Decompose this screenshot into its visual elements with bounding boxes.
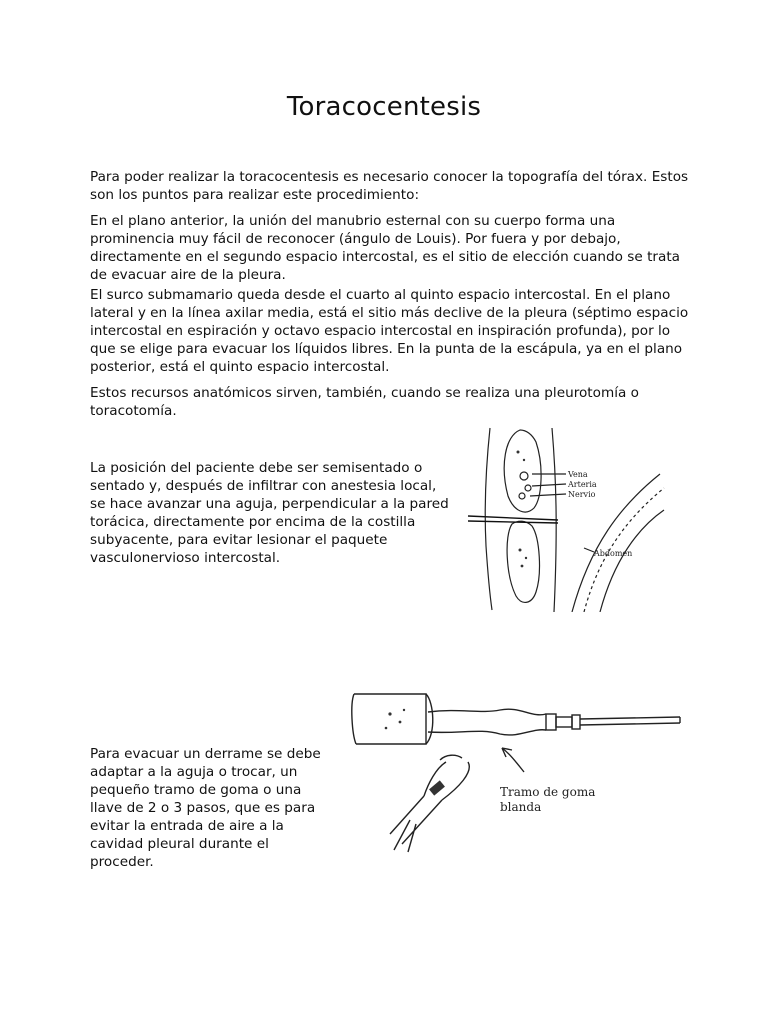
- paragraph-intro: Para poder realizar la toracocentesis es necesario conocer la topografía del tórax. Estos son los puntos para realizar este procedimiento:: [90, 169, 689, 203]
- label-nervio: Nervio: [568, 490, 596, 499]
- paragraph-submammary-sulcus: El surco submamario queda desde el cuarto al quinto espacio intercostal. En el plano lateral y en la línea axilar media, está el sitio más declive de la pleura (séptimo espacio intercostal en espiración y octavo espacio intercostal en inspiración profunda), por lo que se elige para evacuar los líquidos libres. En la punta de la escápula, ya en el plano posterior, está el quinto espacio intercostal.: [90, 287, 689, 375]
- paragraph-effusion-drainage: Para evacuar un derrame se debe adaptar a la aguja o trocar, un pequeño tramo de goma o una llave de 2 o 3 pasos, que es para evitar la entrada de aire a la cavidad pleural durante el proceder.: [90, 746, 321, 870]
- intercostal-anatomy-figure: [460, 426, 665, 612]
- label-abdomen: Abdomen: [594, 549, 633, 558]
- label-vena: Vena: [568, 470, 588, 479]
- paragraph-anterior-plane: En el plano anterior, la unión del manubrio esternal con su cuerpo forma una prominencia muy fácil de reconocer (ángulo de Louis). Por fuera y por debajo, directamente en el segundo espacio intercostal, es el sitio de elección cuando se trata de evacuar aire de la pleura.: [90, 213, 680, 283]
- paragraph-anatomical-resources: Estos recursos anatómicos sirven, también, cuando se realiza una pleurotomía o toracotomía.: [90, 385, 639, 419]
- label-arteria: Arteria: [568, 480, 597, 489]
- page-title: Toracocentesis: [286, 92, 482, 122]
- drainage-tube-drawing: [350, 684, 685, 856]
- drainage-tube-figure: [350, 684, 685, 856]
- caption-rubber-tube: Tramo de goma: [500, 785, 596, 799]
- intercostal-anatomy-drawing: [460, 426, 665, 612]
- paragraph-patient-position: La posición del paciente debe ser semisentado o sentado y, después de infiltrar con anestesia local, se hace avanzar una aguja, perpendicular a la pared torácica, directamente por encima de la costilla subyacente, para evitar lesionar el paquete vasculonervioso intercostal.: [90, 460, 449, 566]
- caption-soft: blanda: [500, 800, 542, 814]
